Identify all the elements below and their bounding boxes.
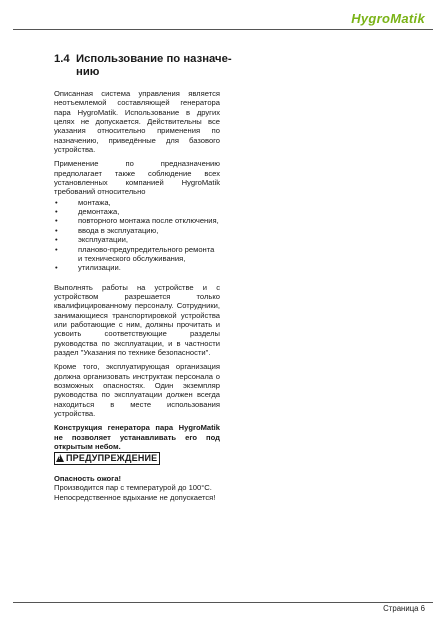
warning-line-2: Непосредственное вдыхание не допускается! <box>54 492 216 502</box>
body-column <box>54 89 220 456</box>
paragraph-outdoor-note: Конструкция генератора пара HygroMatik не позволяет устанавливать его под открытым небом. <box>54 423 220 452</box>
section-title-line-2: нию <box>76 66 100 78</box>
requirements-list <box>54 198 220 273</box>
list-item: • планово-предупредительного ремонта и технического обслуживания, <box>54 245 220 264</box>
paragraph-instruction: Кроме того, эксплуатирующая организация должна организовать инструктаж персонала о возможных опасностях. Один экземпляр руководства по эксплуатации должен всегда находиться в месте использования устройства. <box>54 362 220 418</box>
list-item: • демонтажа, <box>54 207 220 216</box>
header-rule <box>13 29 433 30</box>
warning-title: Опасность ожога! <box>54 474 122 483</box>
logo-part-1: Hygro <box>351 11 391 26</box>
section-number: 1.4 <box>54 53 70 65</box>
hygromatik-logo <box>351 11 425 26</box>
list-item: • монтажа, <box>54 198 220 207</box>
warning-triangle-icon <box>56 454 64 462</box>
warning-box <box>54 452 220 502</box>
warning-label <box>54 452 160 465</box>
section-heading <box>54 53 234 79</box>
footer-rule <box>13 602 433 603</box>
paragraph-requirements: Применение по предназначению предполагает также соблюдение всех установленных компанией HygroMatik требований относительно <box>54 159 220 197</box>
section-title-line-1: Использование по назначе- <box>76 53 232 65</box>
list-item: • ввода в эксплуатацию, <box>54 226 220 235</box>
warning-label-text: ПРЕДУПРЕЖДЕНИЕ <box>66 453 158 463</box>
list-item: • утилизации. <box>54 263 220 272</box>
list-item: • повторного монтажа после отключения, <box>54 216 220 225</box>
paragraph-qualified-personnel: Выполнять работы на устройстве и с устройством разрешается только квалифицированному персоналу. Сотрудники, занимающиеся транспортировкой устройства или работающие с ним, должны прочитать и усвоить соответствующие разделы руководства по эксплуатации, и в частности раздел "Указания по технике безопасности". <box>54 282 220 357</box>
logo-part-2: Matik <box>390 11 425 26</box>
list-item: • эксплуатации, <box>54 235 220 244</box>
page-number: Страница 6 <box>383 604 425 613</box>
warning-line-1: Производится пар с температурой до 100°C. <box>54 483 212 493</box>
paragraph-intended-use: Описанная система управления является неотъемлемой составляющей генератора пара HygroMatik. Использование в других целях не допускается. Действительны все указания относительно применения по назначению, приведённые для базового устройства. <box>54 89 220 155</box>
